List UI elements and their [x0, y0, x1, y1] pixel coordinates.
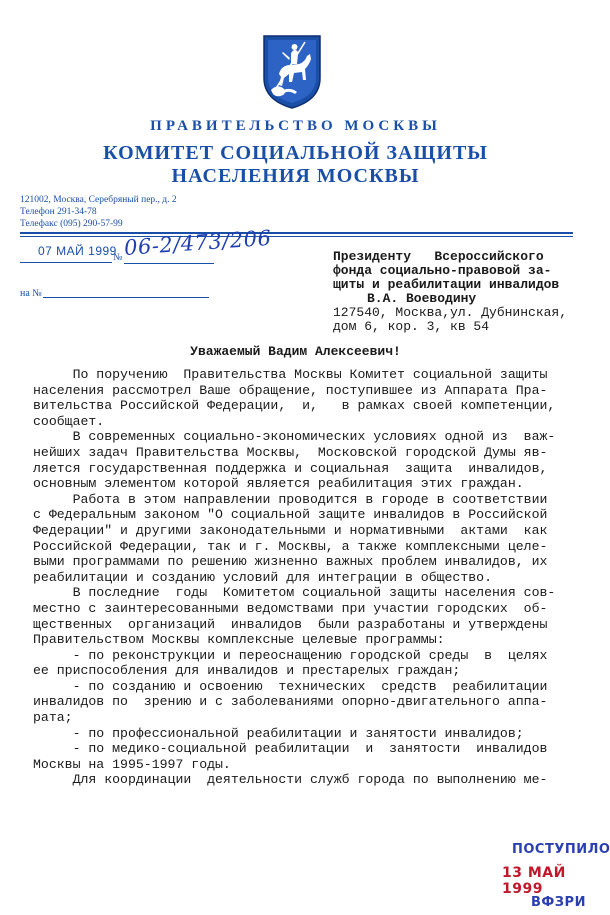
date-line: [20, 262, 112, 263]
body-line: В современных социально-экономических условиях одной из важ-: [33, 429, 556, 445]
addressee-line: фонда социально-правовой за-: [333, 263, 552, 278]
body-line: - по профессиональной реабилитации и занятости инвалидов;: [33, 725, 524, 741]
body-line: Российской Федерации, так и г. Москвы, а также комплексными целе-: [33, 538, 548, 554]
body-line: По поручению Правительства Москвы Комитет социальной защиты: [33, 367, 548, 382]
body-line: Для координации деятельности служб города по выполнению ме-: [33, 772, 548, 788]
addressee-address: 127540, Москва,ул. Дубнинская,: [333, 305, 568, 320]
body-line: Москвы на 1995-1997 годы.: [33, 756, 231, 772]
letter-body: [33, 367, 557, 788]
body-line: выми программами по решению жизненно важных проблем инвалидов, их: [33, 554, 548, 570]
received-date-stamp: 13 МАЙ 1999: [502, 865, 566, 897]
body-line: - по созданию и освоению технических средств реабилитации: [33, 678, 548, 694]
body-line: - по медико-социальной реабилитации и занятости инвалидов: [33, 741, 548, 757]
letterhead-fax: Телефакс (095) 290-57-99: [20, 219, 123, 229]
addressee-block: [333, 250, 583, 334]
body-line: Работа в этом направлении проводится в городе в соответствии: [33, 491, 548, 507]
body-line: населения рассмотрел Ваше обращение, поступившее из Аппарата Пра-: [33, 382, 548, 398]
body-line: ляется государственная поддержка и социальная защита инвалидов,: [33, 460, 548, 476]
number-label: №: [113, 252, 123, 263]
body-line: основным элементом которой является реабилитация этих граждан.: [33, 476, 524, 492]
body-line: Правительством Москвы комплексные целевые программы:: [33, 632, 445, 648]
letterhead-phone: Телефон 291-34-78: [20, 207, 97, 217]
reply-to-line: [43, 297, 209, 298]
body-line: щественных организаций инвалидов были разработаны и утверждены: [33, 616, 548, 632]
government-title: ПРАВИТЕЛЬСТВО МОСКВЫ: [150, 118, 441, 134]
salutation: Уважаемый Вадим Алексеевич!: [190, 344, 401, 359]
committee-title-line1: КОМИТЕТ СОЦИАЛЬНОЙ ЗАЩИТЫ: [103, 142, 488, 164]
body-line: вительства Российской Федерации, и, в рамках своей компетенции,: [33, 398, 556, 414]
body-line: инвалидов по зрению и с заболеваниями опорно-двигательного аппа-: [33, 694, 548, 710]
body-line: - по реконструкции и переоснащению городской среды в целях: [33, 647, 548, 663]
registration-number-handwritten: 06-2/473/206: [123, 225, 273, 260]
body-line: Федерации" и другими законодательными и нормативными актами как: [33, 522, 548, 538]
body-line: реабилитации и созданию условий для интеграции в общество.: [33, 569, 492, 585]
addressee-name: В.А. Воеводину: [367, 291, 477, 306]
number-line: [124, 263, 214, 264]
addressee-address: дом 6, кор. 3, кв 54: [333, 319, 490, 334]
body-line: нейших задач Правительства Москвы, Московской городской Думы яв-: [33, 444, 548, 460]
letterhead-rule: [20, 232, 573, 234]
outgoing-date-stamp: 07 МАЙ 1999: [38, 244, 117, 258]
body-line: с Федеральным законом "О социальной защите инвалидов в Российской: [33, 507, 548, 523]
moscow-coat-of-arms-icon: [261, 32, 323, 110]
body-line: ее приспособления для инвалидов и престарелых граждан;: [33, 663, 461, 679]
committee-title-line2: НАСЕЛЕНИЯ МОСКВЫ: [171, 165, 420, 187]
received-stamp: ПОСТУПИЛО: [512, 842, 610, 857]
department-stamp: ВФЗРИ: [531, 895, 586, 910]
body-line: В последние годы Комитетом социальной защиты населения сов-: [33, 585, 556, 601]
body-line: рата;: [33, 710, 73, 726]
addressee-line: щиты и реабилитации инвалидов: [333, 277, 560, 292]
letterhead-rule-thin: [20, 236, 573, 237]
reply-to-label: на №: [20, 288, 42, 299]
body-line: сообщает.: [33, 413, 105, 429]
letterhead-address: 121002, Москва, Серебряный пер., д. 2: [20, 195, 177, 205]
body-line: местно с заинтересованными ведомствами при участии городских об-: [33, 600, 548, 616]
addressee-line: Президенту Всероссийского: [333, 249, 544, 264]
